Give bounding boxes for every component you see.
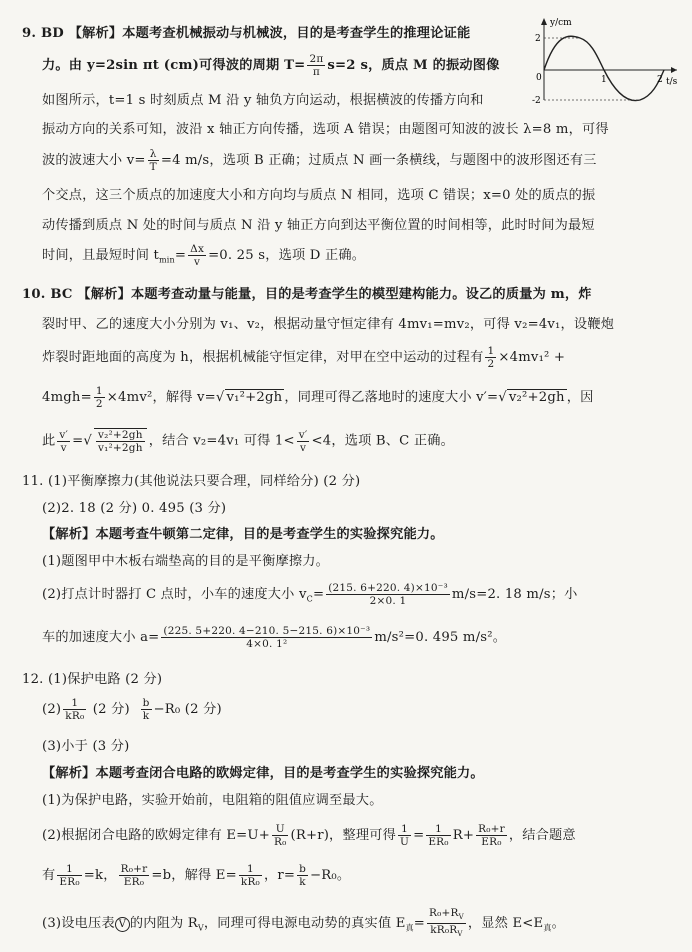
q12-line8-b: 的内阻为 R [129,916,198,932]
subscript: V [197,923,204,933]
q12-line-1 [22,668,162,687]
subscript: min [159,255,175,265]
t1-label: 1 [601,75,607,85]
y-axis-label: y/cm [550,18,572,28]
frac-top: λ [148,148,159,161]
equation-fraction [57,863,81,888]
answer-fraction [141,697,152,722]
accel-fraction [161,625,372,650]
q9-line-5 [42,148,597,173]
frac-bottom: ER₀ [123,876,145,888]
q11-line2-text: (2)2. 18 (2 分) 0. 495 (3 分) [42,501,227,516]
q9-line8-a: 时间，且最短时间 t [42,248,159,263]
q10-line5-b: ，结合 v₂=4v₁ 可得 1< [148,433,295,449]
q9-line-8: 时间，且最短时间 $t_{min}=$ $\frac{\Delta x}{v}$ =0. 25 s，选项 D 正确。 [42,243,366,268]
velocity-fraction [326,582,450,607]
subscript: V [457,930,463,939]
q11-line-5: (2)打点计时器打 C 点时，小车的速度大小 $v_C=$ $\frac{\text{(215. 6+220. 4)×10⁻³}}{2\times 0. 1}$ m/s=2. 18 m/s；小 [42,582,578,607]
q10-line-1 [22,283,592,302]
q12-line6-c: = [413,828,425,843]
frac-bottom: 4×0. 1² [246,638,288,650]
sqrt-fraction [94,428,147,454]
q12-line7-a: 有 [42,868,56,883]
q9-line-1 [22,22,470,41]
q9-line5-b: =4 m/s，选项 B 正确；过质点 N 画一条横线，与题图中的波形图还有三 [160,153,597,168]
q11-line5-a: (2)打点计时器打 C 点时，小车的速度大小 v [42,587,307,602]
q9-line-4 [42,118,609,137]
frac-bottom: kR₀ [240,876,260,888]
q9-line5-a: 波的波速大小 v= [42,153,146,168]
voltmeter-symbol: V [115,917,130,932]
q12-line2-b: (2 分) [92,702,130,717]
q12-line2-a: (2) [42,702,62,717]
q9-line7-text: 动传播到质点 N 处的时间与质点 N 沿 y 轴正方向到达平衡位置的时间相等，此时时间为最短 [42,218,595,233]
frac-top: 1 [487,345,495,357]
q11-line4-text: (1)题图甲中木板右端垫高的目的是平衡摩擦力。 [42,554,330,569]
frac-bottom: kR₀ [65,710,85,722]
q12-line3-text: (3)小于 (3 分) [42,739,130,754]
q12-line4-text: 【解析】本题考查闭合电路的欧姆定律，目的是考查学生的实验探究能力。 [42,766,484,781]
frac-top [427,907,466,924]
frac-top: 1 [239,863,262,876]
q9-line2-b: s=2 s，质点 M 的振动图像 [327,58,500,73]
frac-top: Δx [190,243,205,255]
y-axis-arrow [541,18,547,25]
frac-bottom: U [400,836,410,848]
subscript: 真 [405,923,414,933]
frac-top: b [299,863,307,875]
q12-line6-e: ，结合题意 [508,828,576,843]
frac-bottom: 2×0. 1 [369,595,407,607]
q9-text: 9. BD 【解析】本题考查机械振动与机械波，目的是考查学生的推理论证能 [22,26,471,41]
q12-line7-c: =b，解得 E= [151,868,237,883]
q12-line-8: (3)设电压表 V 的内阻为 $R_V$，同理可得电源电动势的真实值 $E_真=$ $\frac{R_0+R_V}{kR_0R_V}$ ，显然 $E<E_真$。 [42,907,565,939]
q12-line8-e: 。 [551,916,565,932]
frac-top: 1 [426,823,450,836]
q11-line-4 [42,550,329,569]
q10-line5-a: 此 [42,433,56,449]
q11-line3-text: 【解析】本题考查牛顿第二定律，目的是考查学生的实验探究能力。 [42,527,444,542]
q12-line-7 [42,863,350,888]
q11-line6-a: 车的加速度大小 a= [42,630,160,645]
y-max-label: 2 [535,34,541,44]
q11-line1-text: 11. (1)平衡摩擦力(其他说法只要合理，同样给分) (2 分) [22,474,361,489]
q9-period-fraction [307,53,325,78]
answer-fraction [63,697,86,722]
q11-line6-b: m/s²=0. 495 m/s²。 [374,630,507,645]
q10-line-3 [42,345,565,370]
q9-line6-text: 个交点，这三个质点的加速度大小和方向均与质点 N 相同，选项 C 错误；x=0 处的质点的振 [42,188,596,203]
subscript: C [306,594,313,604]
frac-top: 1 [63,697,86,710]
q12-line-6 [42,823,576,848]
frac-bottom: v₁²+2gh [97,442,143,454]
frac-top: (225. 5+220. 4−210. 5−215. 6)×10⁻³ [163,625,371,637]
q11-line-1 [22,470,360,489]
q10-line3-b: ×4mv₁² + [498,350,566,365]
q11-line-3 [42,523,444,542]
frac-bottom: π [312,66,320,78]
q12-line7-b: =k， [83,868,117,883]
equation-fraction [239,863,262,888]
q9-speed-fraction [148,148,159,173]
sqrt-expr: v₂²+2gh [508,390,565,405]
q9-line4-text: 振动方向的关系可知，波沿 x 轴正方向传播，选项 A 错误；由题图可知波的波长 λ=8 m，可得 [42,122,609,137]
ratio-fraction [297,429,310,454]
q12-line1-text: 12. (1)保护电路 (2 分) [22,672,163,687]
q9-line3-text: 如图所示，t=1 s 时刻质点 M 沿 y 轴负方向运动，根据横波的传播方向和 [42,93,484,108]
q9-line2-a: 力。由 y=2sin πt (cm)可得波的周期 T= [42,58,306,73]
sqrt-expr: v₁²+2gh [226,390,283,405]
frac-bottom: T [149,161,157,173]
frac-top: 1 [57,863,81,876]
frac-bottom: k [299,876,306,888]
q12-line2-c: −R₀ (2 分) [153,702,222,717]
q10-line5-c: <4，选项 B、C 正确。 [311,433,455,449]
q10-line4-c: ，同理可得乙落地时的速度大小 v′= [284,390,499,405]
q10-line-5: 此 $\frac{v'}{v}$ =√ $\frac{\text{v₂²+2gh}}{\text{v₁²+2gh}}$ ，结合 v₂=4v₁ 可得 1< $\frac{v'}{v}$ <4，选项 B、C 正确。 [42,428,455,454]
frac-bottom: ER₀ [59,876,80,888]
frac-bottom: ER₀ [428,836,449,848]
frac-bottom: v [194,256,201,268]
frac-top: b [142,697,150,709]
t2-label: 2 [657,75,663,85]
frac-top: v′ [59,428,69,441]
origin-label: 0 [536,73,542,83]
frac-top: 1 [398,823,411,836]
frac-bottom-text: kR₀R [430,924,458,937]
q9-line-2 [42,53,500,78]
subscript: V [458,913,464,922]
half-fraction [94,385,105,410]
q12-line6-a: (2)根据闭合电路的欧姆定律有 E=U+ [42,828,270,843]
frac-bottom: v [60,441,67,454]
equation-fraction [297,863,308,888]
frac-top: (215. 6+220. 4)×10⁻³ [328,582,448,594]
equation-fraction [476,823,507,848]
q9-line-6 [42,184,595,203]
q12-line8-c: ，同理可得电源电动势的真实值 E [203,916,406,932]
equation-fraction [398,823,411,848]
q12-line-5 [42,789,383,808]
q12-line7-d: ，r= [263,868,296,883]
equation-fraction [426,823,450,848]
half-fraction [485,345,496,370]
frac-bottom: k [142,710,150,722]
frac-bottom: ER₀ [481,836,502,848]
subscript: 真 [543,923,552,933]
q11-line-6 [42,625,506,650]
equation-fraction [272,823,289,848]
frac-bottom: R₀ [273,836,287,848]
q10-line1-text: 10. BC 【解析】本题考查动量与能量，目的是考查学生的模型建构能力。设乙的质量为 m，炸 [22,287,592,302]
q12-line8-d: ，显然 E<E [467,916,544,932]
q12-line6-b: (R+r)，整理可得 [290,828,396,843]
frac-bottom [427,924,466,940]
frac-bottom: v [300,441,307,454]
frac-top: R₀+r [120,863,148,875]
t-axis-arrow [671,67,677,73]
q12-line5-text: (1)为保护电路，实验开始前，电阻箱的阻值应调至最大。 [42,793,383,808]
ratio-fraction [57,429,70,454]
q9-line-3 [42,89,483,108]
frac-top-text: R₀+R [429,907,459,919]
sine-curve [544,36,664,100]
q10-line-4: 4mgh= $\frac{1}{2}$ ×4mv²，解得 v=√ v₁²+2gh ，同理可得乙落地时的速度大小 v′=√ v₂²+2gh ，因 [42,385,594,410]
frac-bottom: 2 [487,358,495,370]
q12-line8-a: (3)设电压表 [42,916,115,932]
q10-line3-a: 炸裂时距地面的高度为 h，根据机械能守恒定律，对甲在空中运动的过程有 [42,350,484,365]
q12-line-4 [42,762,484,781]
q10-line4-b: ×4mv²，解得 v= [106,390,216,405]
q12-line6-d: R+ [452,828,475,843]
frac-top: 2π [309,53,324,65]
q9-line8-b: =0. 25 s，选项 D 正确。 [208,248,366,263]
frac-top: v₂²+2gh [97,429,143,441]
frac-top: v′ [298,428,308,441]
q10-line4-d: ，因 [566,390,594,405]
vibration-graph [532,14,682,104]
q10-line4-a: 4mgh= [42,390,92,405]
q10-line2-text: 裂时甲、乙的速度大小分别为 v₁、v₂，根据动量守恒定律有 4mv₁=mv₂，可得 v₂=4v₁，设鞭炮 [42,317,615,332]
q9-time-fraction [188,243,206,268]
y-min-label: -2 [532,96,541,104]
q12-line7-e: −R₀。 [310,868,351,883]
true-emf-fraction [427,907,466,940]
q11-line-2 [42,497,226,516]
frac-bottom: 2 [95,398,103,410]
frac-top: R₀+r [478,823,505,835]
equation-fraction [119,863,150,888]
q10-line-2 [42,313,614,332]
frac-top: U [272,823,289,836]
frac-top: 1 [95,385,103,397]
q11-line5-b: m/s=2. 18 m/s；小 [451,587,578,602]
t-axis-label: t/s [666,77,678,87]
q12-line-2 [42,697,222,722]
q12-line-3 [42,735,130,754]
q9-line-7 [42,214,595,233]
